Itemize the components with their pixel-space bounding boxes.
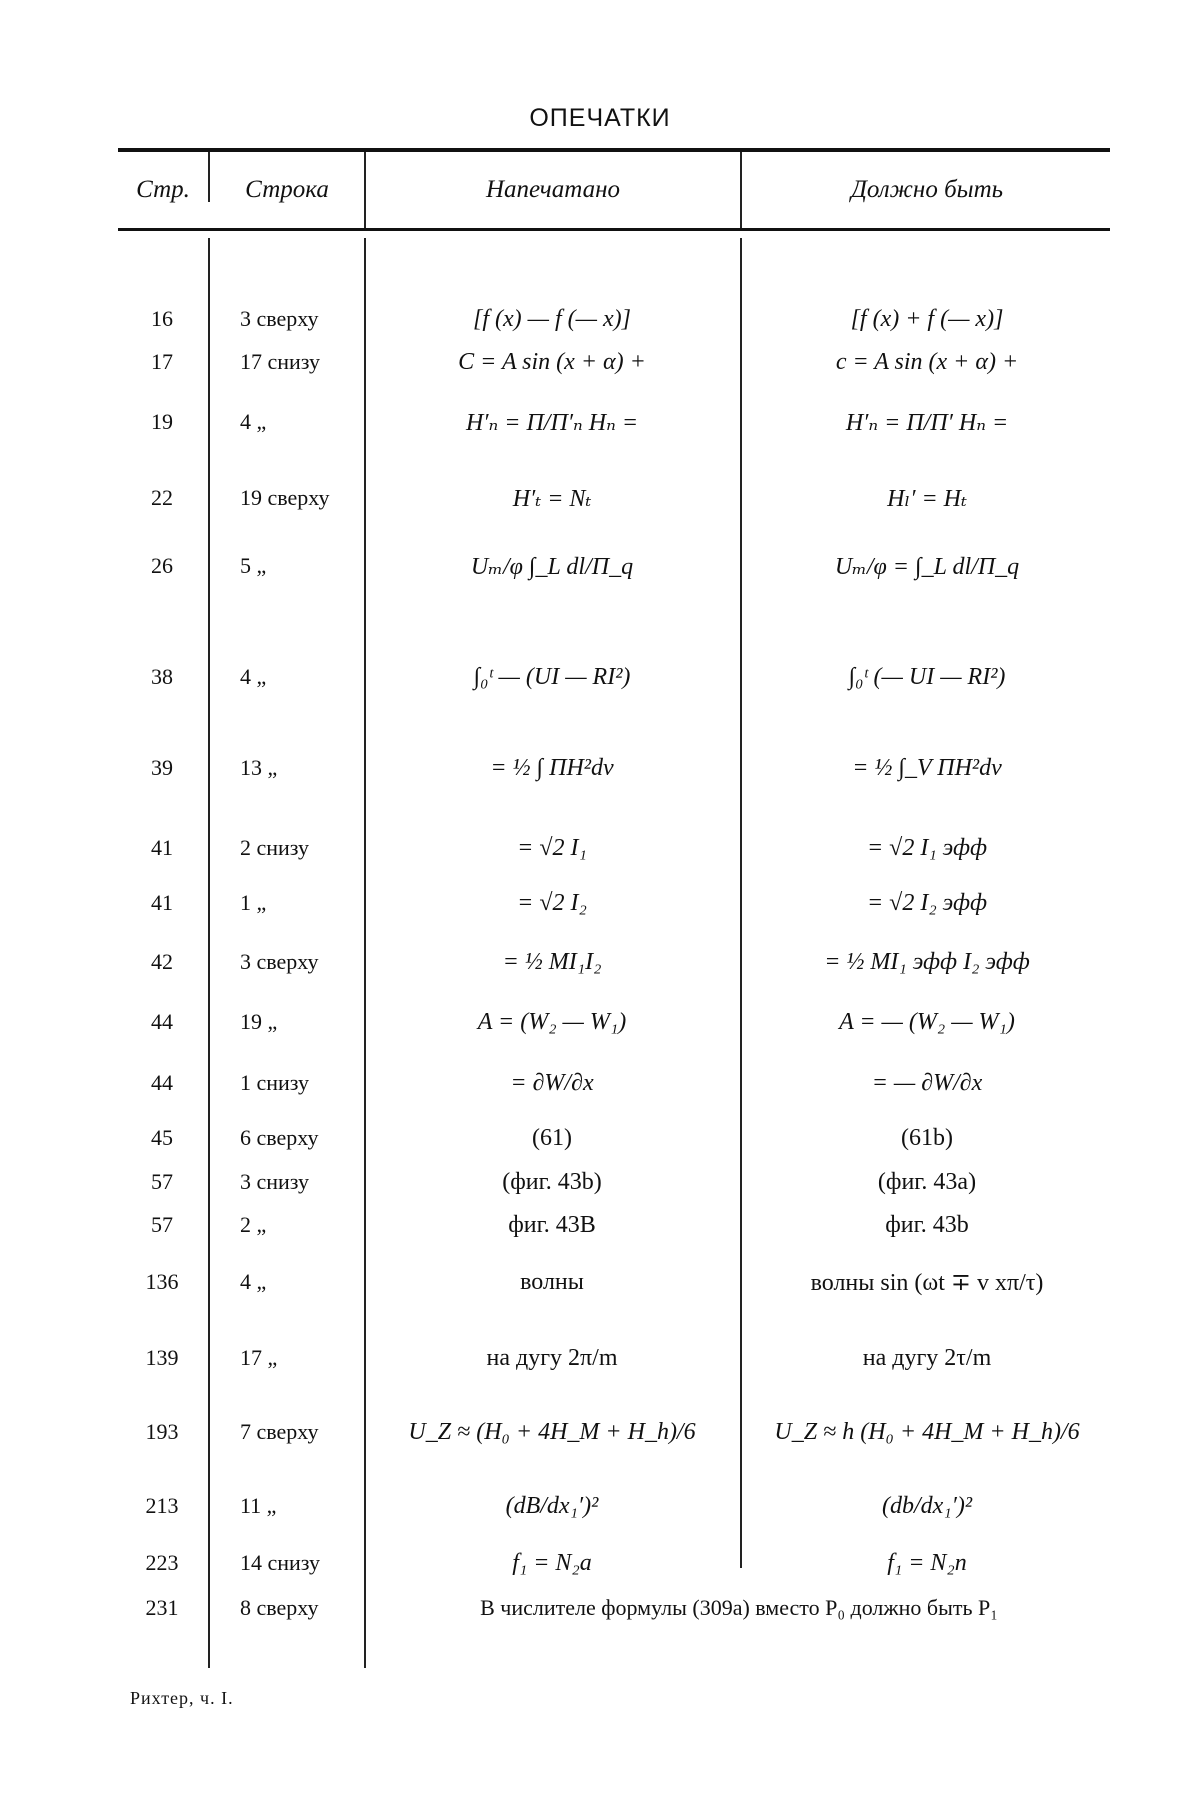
row-printed: (фиг. 43b) [502, 1168, 602, 1195]
row-printed: f₁ = N₂a [512, 1549, 592, 1576]
table-header-rule [118, 228, 1110, 231]
row-line-ref: 8 сверху [240, 1595, 319, 1620]
row-page-number: 19 [151, 409, 173, 434]
row-printed: A = (W₂ — W₁) [477, 1008, 627, 1035]
row-line-ref: 2 снизу [240, 835, 310, 860]
row-printed: (61) [532, 1124, 572, 1151]
footer-signature: Рихтер, ч. I. [130, 1688, 234, 1708]
header-printed: Напечатано [485, 176, 620, 203]
row-page-number: 38 [151, 664, 173, 689]
row-should-be: Uₘ/φ = ∫_L dl/Π_q [834, 553, 1020, 580]
row-printed: волны [520, 1268, 584, 1295]
row-printed: на дугу 2π/m [486, 1344, 618, 1371]
row-printed: ∫₀ᵗ — (UI — RI²) [473, 663, 631, 690]
row-printed: [f (x) — f (— x)] [473, 305, 631, 332]
row-line-ref: 3 сверху [240, 949, 319, 974]
row-page-number: 213 [145, 1493, 179, 1518]
row-line-ref: 1 снизу [240, 1070, 310, 1095]
row-printed: = ½ ∫ ΠH²dv [490, 754, 614, 781]
row-should-be: f₁ = N₂n [887, 1549, 967, 1576]
header-line: Строка [245, 176, 329, 203]
row-page-number: 26 [151, 553, 173, 578]
row-should-be: [f (x) + f (— x)] [850, 305, 1004, 332]
row-should-be: фиг. 43b [885, 1211, 969, 1238]
row-line-ref: 7 сверху [240, 1419, 319, 1444]
row-printed: Uₘ/φ ∫_L dl/Π_q [470, 553, 634, 580]
row-should-be: U_Z ≈ h (H₀ + 4H_M + H_h)/6 [774, 1418, 1080, 1445]
row-should-be: = √2 I₁ эфф [866, 834, 988, 861]
row-line-ref: 4 „ [240, 409, 267, 434]
row-line-ref: 4 „ [240, 1269, 267, 1294]
row-printed: = ∂W/∂x [510, 1069, 594, 1096]
row-page-number: 223 [145, 1550, 179, 1575]
row-note: В числителе формулы (309а) вместо P₀ должно быть P₁ [480, 1595, 998, 1620]
page-title: ОПЕЧАТКИ [529, 104, 671, 132]
row-should-be: A = — (W₂ — W₁) [839, 1008, 1015, 1035]
row-line-ref: 19 сверху [240, 485, 330, 510]
row-should-be: на дугу 2τ/m [862, 1344, 992, 1371]
row-line-ref: 6 сверху [240, 1125, 319, 1150]
row-page-number: 44 [151, 1009, 173, 1034]
row-printed: H′ₜ = Nₜ [512, 485, 592, 512]
row-should-be: c = A sin (x + α) + [835, 348, 1019, 375]
row-page-number: 16 [151, 306, 173, 331]
row-should-be: (61b) [901, 1124, 953, 1151]
row-page-number: 41 [151, 835, 173, 860]
row-printed: фиг. 43B [508, 1211, 596, 1238]
row-should-be: = ½ ∫_V ΠH²dv [852, 754, 1002, 781]
row-line-ref: 11 „ [240, 1493, 277, 1518]
row-printed: = √2 I₂ [517, 889, 587, 916]
row-should-be: волны sin (ωt ∓ v xπ/τ) [810, 1269, 1044, 1296]
row-page-number: 41 [151, 890, 173, 915]
row-printed: U_Z ≈ (H₀ + 4H_M + H_h)/6 [408, 1418, 696, 1445]
row-should-be: ∫₀ᵗ (— UI — RI²) [848, 663, 1006, 690]
row-page-number: 139 [145, 1345, 179, 1370]
row-should-be: (фиг. 43a) [877, 1168, 977, 1195]
row-line-ref: 17 снизу [240, 349, 321, 374]
row-page-number: 136 [145, 1269, 179, 1294]
row-printed: (dB/dx₁′)² [505, 1492, 599, 1519]
row-should-be: H′ₙ = Π/Π′ Hₙ = [845, 409, 1009, 436]
row-line-ref: 14 снизу [240, 1550, 321, 1575]
row-printed: C = A sin (x + α) + [458, 348, 646, 375]
row-line-ref: 19 „ [240, 1009, 278, 1034]
row-line-ref: 17 „ [240, 1345, 278, 1370]
row-line-ref: 3 снизу [240, 1169, 310, 1194]
row-page-number: 39 [151, 755, 173, 780]
row-line-ref: 2 „ [240, 1212, 267, 1237]
row-should-be: (db/dx₁′)² [881, 1492, 973, 1519]
row-should-be: Hₗ′ = Hₜ [887, 485, 967, 512]
row-page-number: 44 [151, 1070, 173, 1095]
row-page-number: 22 [151, 485, 173, 510]
row-printed: = ½ MI₁I₂ [502, 948, 602, 975]
header-should-be: Должно быть [850, 176, 1004, 203]
row-page-number: 45 [151, 1125, 173, 1150]
row-line-ref: 5 „ [240, 553, 267, 578]
row-printed: H′ₙ = Π/Π′ₙ Hₙ = [465, 409, 639, 436]
row-line-ref: 1 „ [240, 890, 267, 915]
row-page-number: 57 [151, 1212, 173, 1237]
header-page: Стр. [136, 176, 190, 203]
row-line-ref: 3 сверху [240, 306, 319, 331]
row-line-ref: 13 „ [240, 755, 278, 780]
row-should-be: = √2 I₂ эфф [866, 889, 988, 916]
row-page-number: 42 [151, 949, 173, 974]
row-page-number: 57 [151, 1169, 173, 1194]
row-page-number: 231 [145, 1595, 179, 1620]
row-printed: = √2 I₁ [517, 834, 587, 861]
row-page-number: 17 [151, 349, 173, 374]
row-page-number: 193 [145, 1419, 179, 1444]
row-line-ref: 4 „ [240, 664, 267, 689]
row-should-be: = — ∂W/∂x [871, 1069, 983, 1096]
row-should-be: = ½ MI₁ эфф I₂ эфф [824, 948, 1030, 975]
